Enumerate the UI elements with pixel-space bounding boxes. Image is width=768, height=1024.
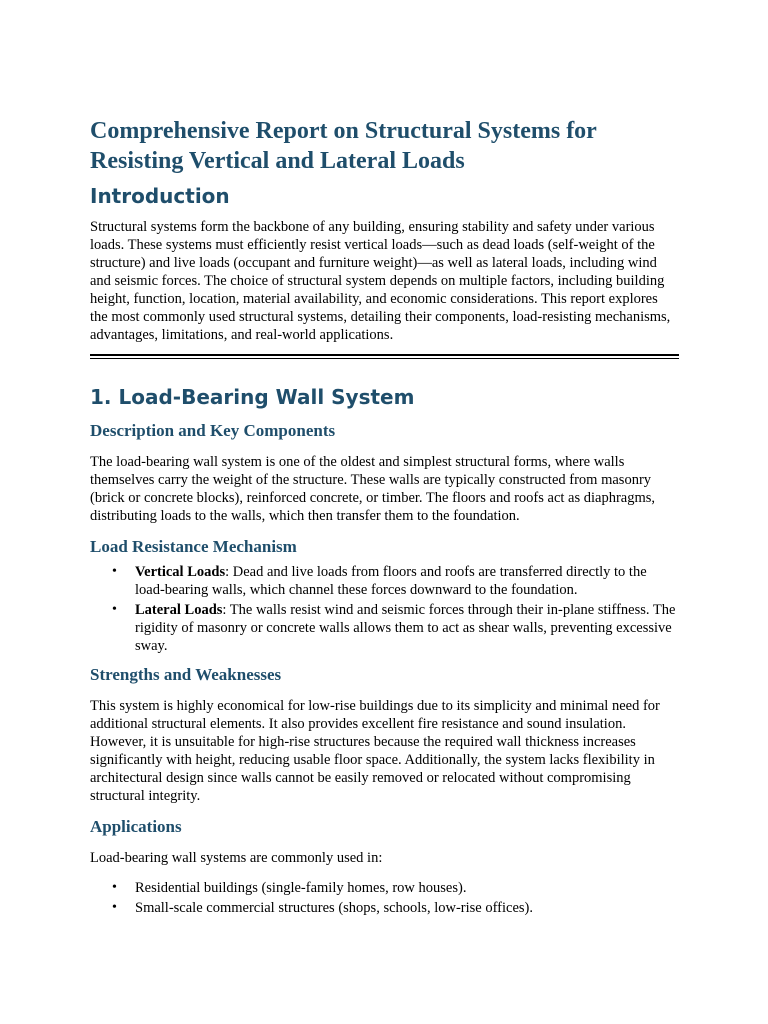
list-item-term: Lateral Loads	[135, 602, 223, 618]
description-heading: Description and Key Components	[90, 421, 336, 440]
description-paragraph: The load-bearing wall system is one of the oldest and simplest structural forms, where walls themselves carry the weight of the structure. These walls are typically constructed from masonry (brick or concrete blocks), reinforced concrete, or timber. The floors and roofs act as diaphragms, distributing loads to the walls, which then transfer them to the foundation.	[90, 454, 656, 524]
mechanism-heading: Load Resistance Mechanism	[90, 537, 297, 556]
list-item	[90, 601, 679, 655]
document-page	[90, 116, 679, 917]
list-item-text: : The walls resist wind and seismic forces through their in-plane stiffness. The rigidity of masonry or concrete walls allows them to act as shear walls, preventing excessive sway.	[135, 602, 676, 654]
document-title: Comprehensive Report on Structural Systems for Resisting Vertical and Lateral Loads	[90, 118, 597, 174]
bullet-icon: •	[112, 564, 117, 579]
list-item-term: Vertical Loads	[135, 564, 226, 580]
applications-heading: Applications	[90, 817, 182, 836]
section1-heading: 1. Load-Bearing Wall System	[90, 385, 415, 409]
strengths-paragraph: This system is highly economical for low-rise buildings due to its simplicity and minimal need for additional structural elements. It also provides excellent fire resistance and sound insulation. However, it is unsuitable for high-rise structures because the required wall thickness increases significantly with height, reducing usable floor space. Additionally, the system lacks flexibility in architectural design since walls cannot be easily removed or relocated without compromising structural integrity.	[90, 698, 660, 804]
intro-heading: Introduction	[90, 184, 230, 208]
list-item	[90, 899, 679, 917]
strengths-heading: Strengths and Weaknesses	[90, 665, 282, 684]
list-item	[90, 563, 679, 599]
list-item	[90, 879, 679, 897]
section-divider	[90, 354, 679, 359]
intro-paragraph: Structural systems form the backbone of any building, ensuring stability and safety under various loads. These systems must efficiently resist vertical loads—such as dead loads (self-weight of the structure) and live loads (occupant and furniture weight)—as well as lateral loads, including wind and seismic forces. The choice of structural system depends on multiple factors, including building height, function, location, material availability, and economic considerations. This report explores the most commonly used structural systems, detailing their components, load-resisting mechanisms, advantages, limitations, and real-world applications.	[90, 219, 671, 343]
list-item-text: Residential buildings (single-family homes, row houses).	[135, 880, 467, 896]
applications-intro: Load-bearing wall systems are commonly used in:	[90, 850, 383, 866]
bullet-icon: •	[112, 602, 117, 617]
mechanism-list	[90, 563, 679, 655]
bullet-icon: •	[112, 900, 117, 915]
bullet-icon: •	[112, 880, 117, 895]
list-item-text: Small-scale commercial structures (shops, schools, low-rise offices).	[135, 900, 533, 916]
applications-list	[90, 879, 679, 917]
list-item-text: : Dead and live loads from floors and roofs are transferred directly to the load-bearing walls, which channel these forces downward to the foundation.	[135, 564, 647, 598]
